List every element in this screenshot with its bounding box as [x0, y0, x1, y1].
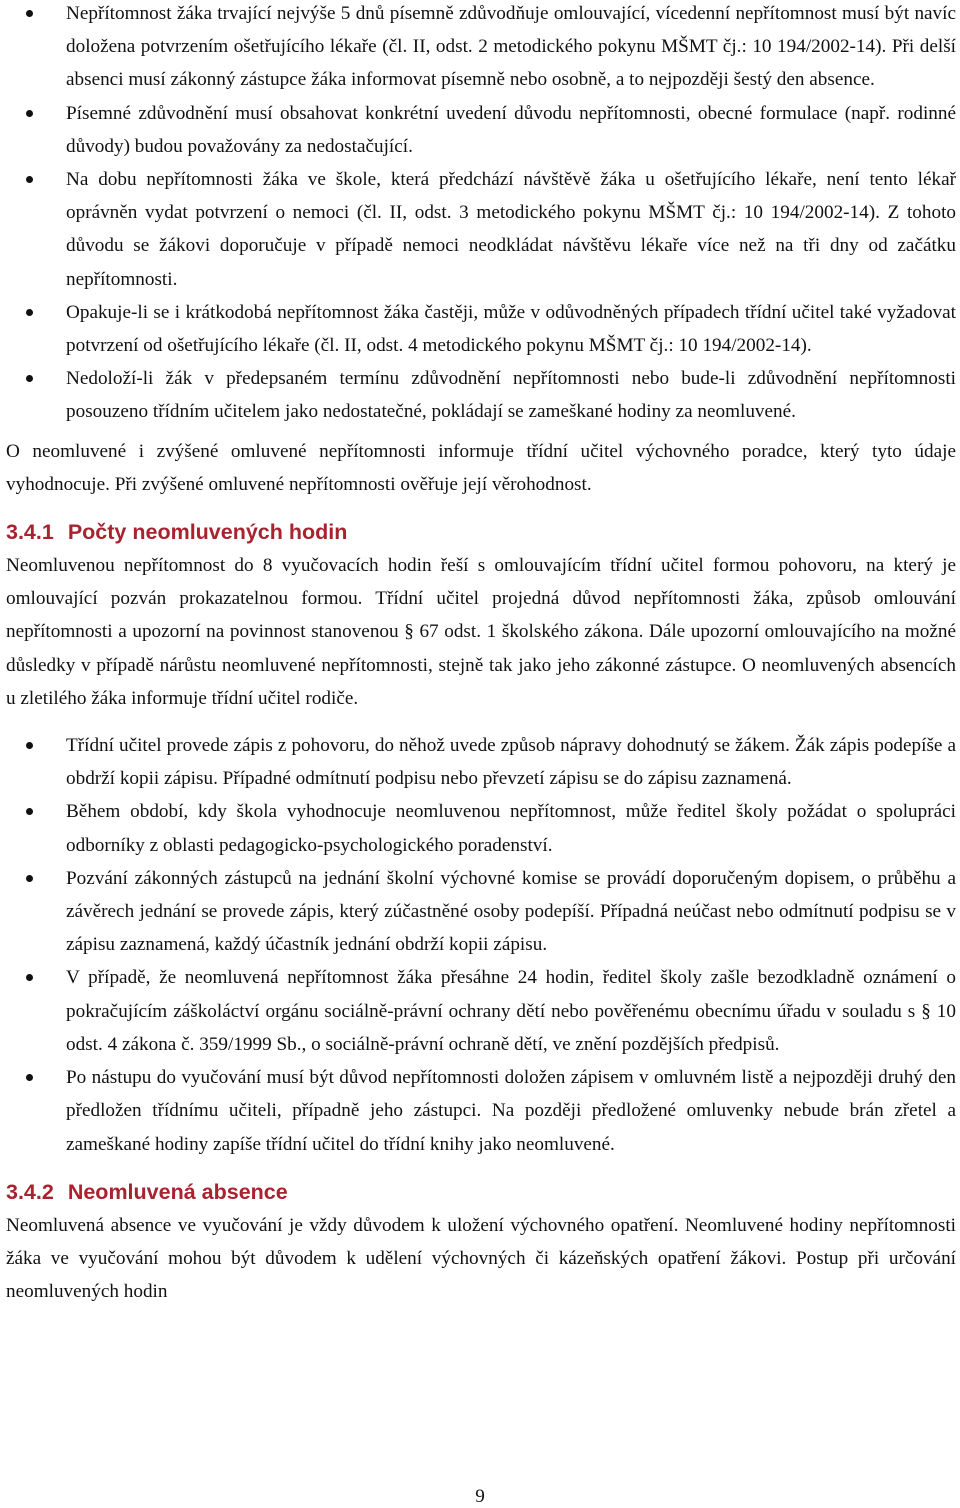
paragraph-unexcused-absence: Neomluvená absence ve vyučování je vždy důvodem k uložení výchovného opatření. Neomluvené hodiny nepřítomnosti žáka ve vyučování mohou být důvodem k udělení výchovných či kázeňských opatření žákovi. Postup při určování neomluvených hodin	[6, 1214, 956, 1303]
list-item-text: Pozvání zákonných zástupců na jednání školní výchovné komise se provádí doporučeným dopisem, o průběhu a závěrech jednání se provede zápis, který zúčastněné osoby podepíší. Případná neúčast nebo odmítnutí podpisu se v zápisu zaznamená, každý účastník jednání obdrží kopii zápisu.	[66, 867, 956, 956]
bullet-icon	[26, 742, 33, 749]
list-item-text: V případě, že neomluvená nepřítomnost žáka přesáhne 24 hodin, ředitel školy zašle bezodkladně oznámení o pokračujícím záškoláctví orgánu sociálně-právní ochrany dětí nebo pověřenému obecnímu úřadu v souladu s § 10 odst. 4 zákona č. 359/1999 Sb., o sociálně-právní ochraně dětí, ve znění pozdějších předpisů.	[66, 967, 956, 1055]
list-item	[6, 163, 956, 296]
section-heading-3-4-1	[6, 515, 956, 549]
list-item	[6, 362, 956, 428]
list-item-text: Po nástupu do vyučování musí být důvod nepřítomnosti doložen zápisem v omluvném listě a nejpozději druhý den předložen třídnímu učiteli, případně jeho zástupci. Na později předložené omluvenky nebude brán zřetel a zameškané hodiny zapíše třídní učitel do třídní knihy jako neomluvené.	[66, 1067, 956, 1155]
bullet-icon	[26, 375, 33, 382]
list-item	[6, 961, 956, 1061]
list-item-text: Opakuje-li se i krátkodobá nepřítomnost žáka častěji, může v odůvodněných případech třídní učitel také vyžadovat potvrzení od ošetřujícího lékaře (čl. II, odst. 4 metodického pokynu MŠMT čj.: 10 194/2002-14).	[66, 301, 956, 357]
procedure-list	[6, 729, 956, 1161]
bullet-icon	[26, 974, 33, 981]
bullet-icon	[26, 309, 33, 316]
bullet-icon	[26, 10, 33, 17]
list-item-text: Písemné zdůvodnění musí obsahovat konkrétní uvedení důvodu nepřítomnosti, obecné formulace (např. rodinné důvody) budou považovány za nedostačující.	[66, 102, 956, 157]
list-item-text: Během období, kdy škola vyhodnocuje neomluvenou nepřítomnost, může ředitel školy požádat o spolupráci odborníky z oblasti pedagogicko-psychologického poradenství.	[66, 801, 956, 856]
bullet-icon	[26, 875, 33, 882]
page-number: 9	[475, 1486, 485, 1507]
list-item	[6, 1061, 956, 1161]
list-item	[6, 729, 956, 795]
bullet-icon	[26, 176, 33, 183]
section-heading-3-4-2	[6, 1175, 956, 1209]
list-item-text: Na dobu nepřítomnosti žáka ve škole, která předchází návštěvě žáka u ošetřujícího lékaře, není tento lékař oprávněn vydat potvrzení o nemoci (čl. II, odst. 3 metodického pokynu MŠMT čj.: 10 194/2002-14). Z tohoto důvodu se žákovi doporučuje v případě nemoci neodkládat návštěvu lékaře více než na tři dny od začátku nepřítomnosti.	[66, 169, 956, 290]
section-number: 3.4.1	[6, 520, 54, 545]
list-item	[6, 0, 956, 97]
section-title: Neomluvená absence	[67, 1179, 288, 1204]
list-item	[6, 97, 956, 163]
paragraph-unexcused-hours: Neomluvenou nepřítomnost do 8 vyučovacích hodin řeší s omlouvajícím třídní učitel formou pohovoru, na který je omlouvající pozván prokazatelnou formou. Třídní učitel projedná důvod nepřítomnosti žáka, způsob omlouvání nepřítomnosti a upozorní na povinnost stanovenou § 67 odst. 1 školského zákona. Dále upozorní omlouvajícího na možné důsledky v případě nárůstu neomluvené nepřítomnosti, stejně tak jako jeho zákonné zástupce. O neomluvených absencích u zletilého žáka informuje třídní učitel rodiče.	[6, 555, 956, 709]
list-item-text: Třídní učitel provede zápis z pohovoru, do něhož uvede způsob nápravy dohodnutý se žákem. Žák zápis podepíše a obdrží kopii zápisu. Případné odmítnutí podpisu nebo převzetí zápisu se do zápisu zaznamená.	[66, 735, 956, 790]
section-number: 3.4.2	[6, 1179, 54, 1204]
list-item-text: Nedoloží-li žák v předepsaném termínu zdůvodnění nepřítomnosti nebo bude-li zdůvodnění nepřítomnosti posouzeno třídním učitelem jako nedostatečné, pokládají se zameškané hodiny za neomluvené.	[66, 368, 956, 423]
bullet-icon	[26, 110, 33, 117]
list-item	[6, 795, 956, 861]
excuse-rules-list	[6, 0, 956, 429]
list-item	[6, 862, 956, 962]
list-item	[6, 296, 956, 362]
page-content	[6, 0, 956, 1308]
bullet-icon	[26, 1074, 33, 1081]
bullet-icon	[26, 808, 33, 815]
list-item-text: Nepřítomnost žáka trvající nejvýše 5 dnů písemně zdůvodňuje omlouvající, vícedenní nepřítomnost musí být navíc doložena potvrzením ošetřujícího lékaře (čl. II, odst. 2 metodického pokynu MŠMT čj.: 10 194/2002-14). Při delší absenci musí zákonný zástupce žáka informovat písemně nebo osobně, a to nejpozději šestý den absence.	[66, 3, 956, 91]
paragraph-counselor: O neomluvené i zvýšené omluvené nepřítomnosti informuje třídní učitel výchovného poradce, který tyto údaje vyhodnocuje. Při zvýšené omluvené nepřítomnosti ověřuje její věrohodnost.	[6, 440, 956, 495]
section-title: Počty neomluvených hodin	[67, 520, 348, 545]
